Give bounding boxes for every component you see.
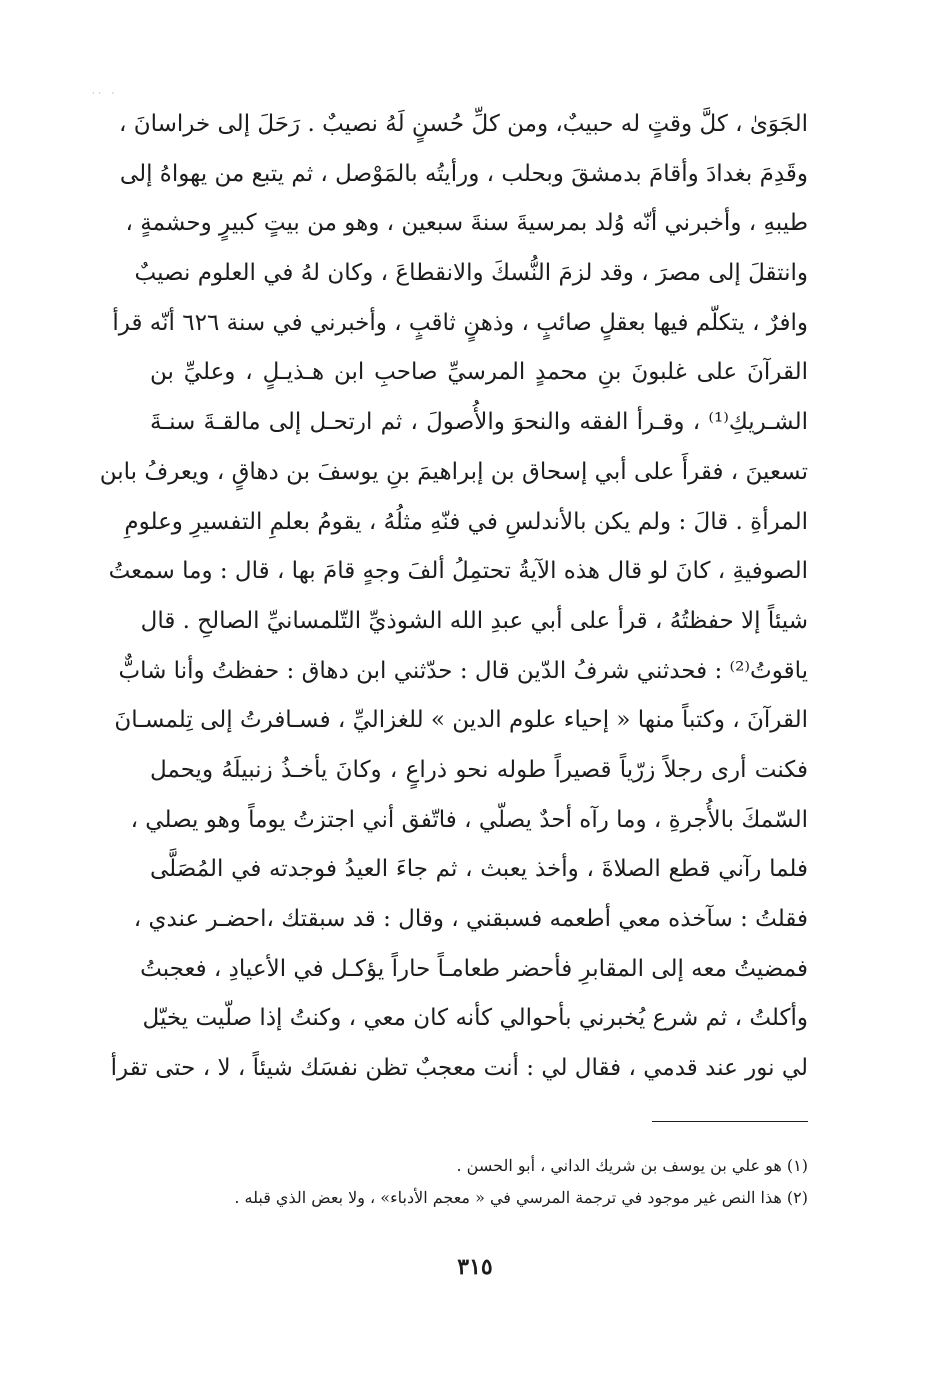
text-line: فمضيتُ معه إلى المقابرِ فأحضر طعامـاً حاراً يؤكـل في الأعيادِ ، فعجبتُ (140, 955, 808, 982)
text-line: وأكلتُ ، ثم شرع يُخبرني بأحوالي كأنه كان معي ، وكنتُ إذا صلّيت يخيّل (142, 1005, 808, 1032)
text-line: فقلتُ : سآخذه معي أطعمه فسبقني ، وقال : قد سبقتك ،احضـر عندي ، (133, 906, 808, 932)
text-line: فلما رآني قطع الصلاةَ ، وأخذ يعبث ، ثم جاءَ العيدُ فوجدته في المُصَلَّى (150, 856, 808, 883)
text-line: الشـريكِ⁽¹⁾ ، وقـرأ الفقه والنحوَ والأُصولَ ، ثم ارتحـل إلى مالقـةَ سنـةَ (150, 409, 808, 436)
text-line: ياقوتُ⁽²⁾ : فحدثني شرفُ الدّين قال : حدّثني ابن دهاق : حفظتُ وأنا شابٌّ (118, 657, 808, 684)
footnote-separator (652, 1121, 808, 1122)
text-line: القرآنَ على غلبونَ بنِ محمدٍ المرسيِّ صاحبِ ابن هـذيـلٍ ، وعليِّ بن (150, 359, 808, 386)
footnote-1: (١) هو علي بن يوسف بن شريك الداني ، أبو الحسن . (456, 1156, 808, 1175)
text-line: فكنت أرى رجلاً زرّياً قصيراً طوله نحو ذراعٍ ، وكانَ يأخـذُ زنبيلَهُ ويحمل (150, 756, 808, 783)
text-line: تسعينَ ، فقرأَ على أبي إسحاق بن إبراهيمَ بنِ يوسفَ بن دهاقٍ ، ويعرفُ بابن (99, 458, 808, 485)
text-line: وافرٌ ، يتكلّم فيها بعقلٍ صائبٍ ، وذهنٍ ثاقبٍ ، وأخبرني في سنة ٦٢٦ أنّه قرأ (112, 309, 808, 336)
text-line: وقَدِمَ بغدادَ وأقامَ بدمشقَ وبحلب ، ورأيتُه بالمَوْصل ، ثم يتبع من يهواهُ إلى (119, 160, 808, 187)
text-line: لي نور عند قدمي ، فقال لي : أنت معجبٌ تظن نفسَك شيئاً ، لا ، حتى تقرأ (110, 1055, 808, 1082)
text-line: القرآنَ ، وكتباً منها « إحياء علوم الدين » للغزاليِّ ، فسـافرتُ إلى تِلمسـانَ (114, 707, 808, 734)
page-number: ٣١٥ (457, 1254, 493, 1280)
text-line: شيئاً إلا حفظتُهُ ، قرأ على أبي عبدِ الله الشوذيِّ التّلمسانيِّ الصالحِ . قال (140, 607, 808, 634)
text-line: الصوفيةِ ، كانَ لو قال هذه الآيةُ تحتمِلُ ألفَ وجهٍ قامَ بها ، قال : وما سمعتُ (108, 558, 808, 585)
text-line: طيبهِ ، وأخبرني أنّه وُلد بمرسيةَ سنةَ سبعين ، وهو من بيتٍ كبيرٍ وحشمةٍ ، (125, 210, 808, 237)
scan-artifact: ·· · (92, 89, 119, 98)
text-line: المرأةِ . قالَ : ولم يكن بالأندلسِ في فنّهِ مثلُهُ ، يقومُ بعلمِ التفسيرِ وعلومِ (124, 508, 808, 535)
footnotes (150, 1150, 808, 1214)
body-text (99, 100, 808, 1094)
text-line: وانتقلَ إلى مصرَ ، وقد لزمَ النُّسكَ والانقطاعَ ، وكان لهُ في العلوم نصيبٌ (134, 260, 808, 287)
text-line: الجَوَىٰ ، كلَّ وقتٍ له حبيبٌ، ومن كلِّ حُسنٍ لَهُ نصيبٌ . رَحَلَ إلى خراسانَ ، (119, 111, 808, 137)
footnote-2: (٢) هذا النص غير موجود في ترجمة المرسي في « معجم الأدباء» ، ولا بعض الذي قبله . (234, 1188, 808, 1207)
text-line: السّمكَ بالأُجرةِ ، وما رآه أحدٌ يصلّي ، فاتّفق أني اجتزتُ يوماً وهو يصلي ، (130, 806, 808, 833)
